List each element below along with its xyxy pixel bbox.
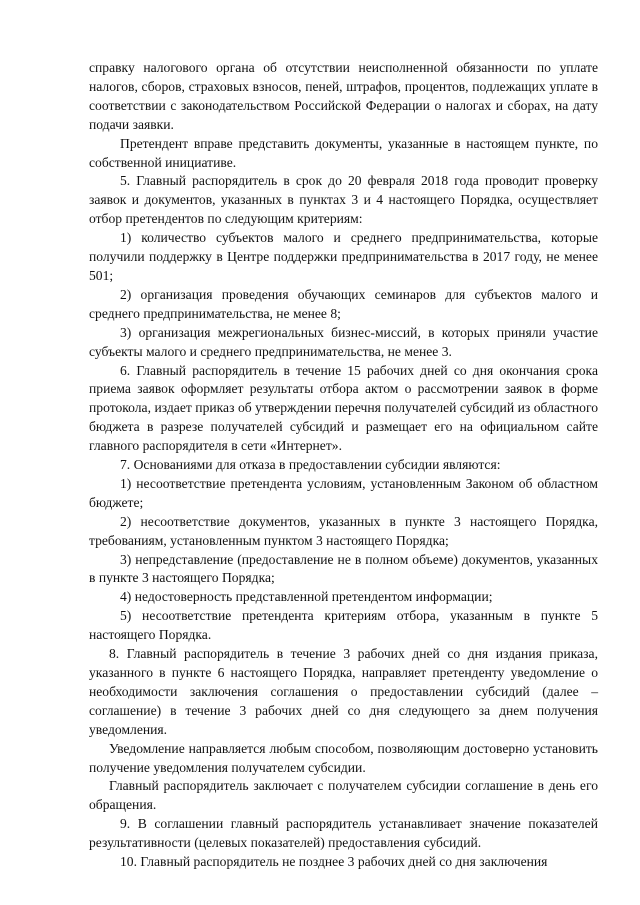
paragraph-refusal-4: 4) недостоверность представленной претендентом информации; (120, 589, 493, 605)
paragraph-own-initiative: Претендент вправе представить документы, указанные в настоящем пункте, по собственной инициативе. (89, 135, 598, 170)
paragraph-criterion-1: 1) количество субъектов малого и среднего предпринимательства, которые получили поддержку в Центре поддержки предпринимательства в 2017 году, не менее 501; (89, 230, 598, 283)
paragraph-refusal-2: 2) несоответствие документов, указанных в пункте 3 настоящего Порядка, требованиям, установленным пунктом 3 настоящего Порядка; (89, 513, 598, 548)
document-body (89, 59, 598, 872)
paragraph-criterion-3: 3) организация межрегиональных бизнес-миссий, в которых приняли участие субъекты малого и среднего предпринимательства, не менее 3. (89, 324, 598, 359)
paragraph-item-10: 10. Главный распорядитель не позднее 3 рабочих дней со дня заключения (120, 854, 548, 870)
paragraph-refusal-5: 5) несоответствие претендента критериям отбора, указанным в пункте 5 настоящего Порядка. (89, 608, 598, 643)
paragraph-item-9: 9. В соглашении главный распорядитель устанавливает значение показателей результативности (целевых показателей) предоставления субсидий. (89, 816, 598, 851)
paragraph-tax-certificate: справку налогового органа об отсутствии неисполненной обязанности по уплате налогов, сборов, страховых взносов, пеней, штрафов, процентов, подлежащих уплате в соответствии с законодательством Российской Федерации о налогах и сборах, на дату подачи заявки. (89, 60, 598, 132)
paragraph-item-5: 5. Главный распорядитель в срок до 20 февраля 2018 года проводит проверку заявок и документов, указанных в пунктах 3 и 4 настоящего Порядка, осуществляет отбор претендентов по следующим критериям: (89, 173, 598, 227)
paragraph-agreement: Главный распорядитель заключает с получателем субсидии соглашение в день его обращения. (89, 778, 598, 813)
paragraph-refusal-1: 1) несоответствие претендента условиям, установленным Законом об областном бюджете; (89, 475, 598, 510)
paragraph-item-8: 8. Главный распорядитель в течение 3 рабочих дней со дня издания приказа, указанного в пункте 6 настоящего Порядка, направляет претенденту уведомление о необходимости заключения соглашения о предоставлении субсидий (далее – соглашение) в течение 3 рабочих дней со дня следующего за днем получения уведомления. (89, 646, 598, 737)
paragraph-item-6: 6. Главный распорядитель в течение 15 рабочих дней со дня окончания срока приема заявок оформляет результаты отбора актом о рассмотрении заявок в форме протокола, издает приказ об утверждении перечня получателей субсидий из областного бюджета в разрезе получателей субсидий и размещает его на официальном сайте главного распорядителя в сети «Интернет». (89, 362, 598, 454)
paragraph-refusal-3: 3) непредставление (предоставление не в полном объеме) документов, указанных в пункте 3 настоящего Порядка; (89, 551, 598, 586)
paragraph-notification: Уведомление направляется любым способом, позволяющим достоверно установить получение уведомления получателем субсидии. (89, 740, 598, 775)
paragraph-criterion-2: 2) организация проведения обучающих семинаров для субъектов малого и среднего предпринимательства, не менее 8; (89, 286, 598, 321)
paragraph-item-7: 7. Основаниями для отказа в предоставлении субсидии являются: (120, 457, 501, 473)
